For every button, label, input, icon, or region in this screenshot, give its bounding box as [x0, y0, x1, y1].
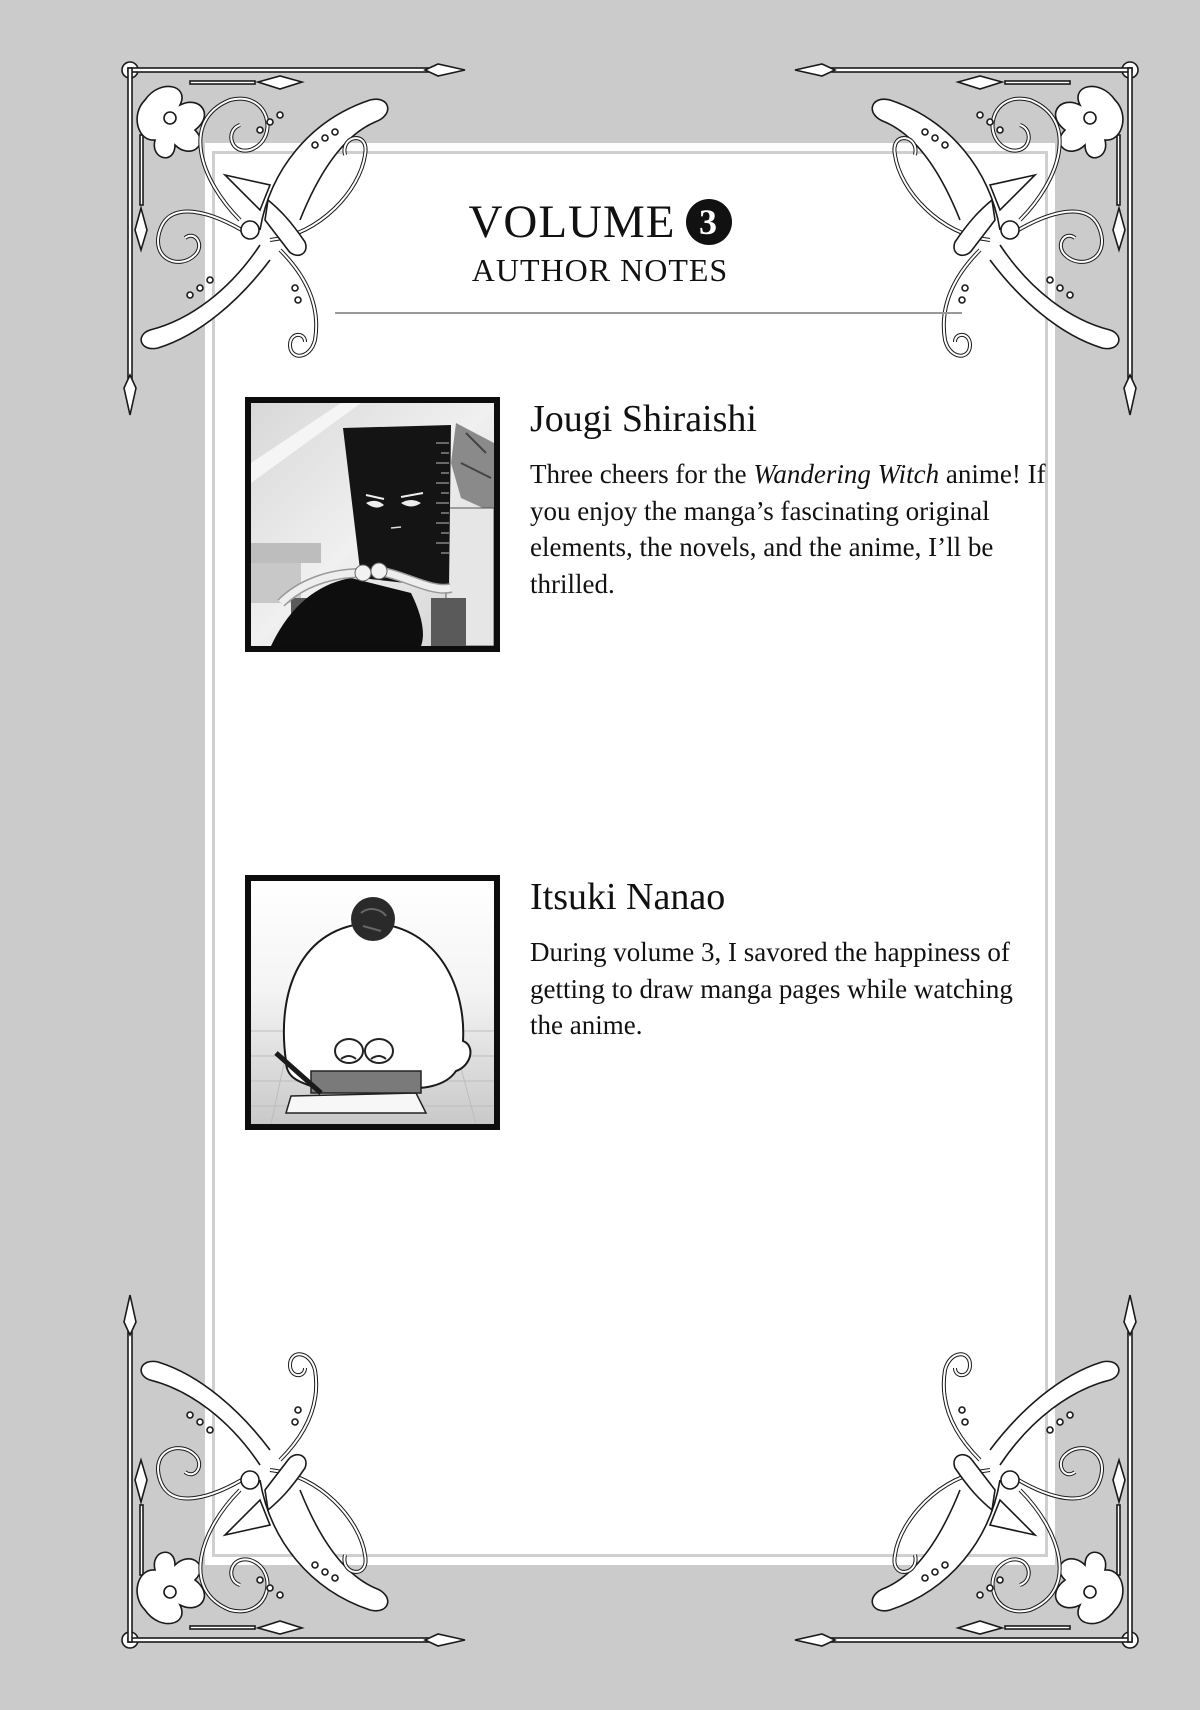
volume-title-word: VOLUME [468, 196, 676, 248]
author-name: Itsuki Nanao [530, 876, 726, 918]
author-text-block [530, 875, 1050, 1044]
author-portrait-image [245, 397, 500, 652]
title-divider [335, 312, 962, 314]
volume-title [468, 196, 731, 248]
corner-ornament-bottom-right-icon [780, 1280, 1140, 1650]
author-note [530, 456, 1050, 602]
series-title-italic: Wandering Witch [753, 459, 940, 489]
author-name: Jougi Shiraishi [530, 398, 757, 440]
author-note [530, 934, 1050, 1044]
page-subtitle: AUTHOR NOTES [471, 252, 729, 288]
volume-number-badge: 3 [686, 199, 732, 245]
author-portrait-image [245, 875, 500, 1130]
corner-ornament-bottom-left-icon [120, 1280, 480, 1650]
author-note-text: During volume 3, I savored the happiness of getting to draw manga pages while watching the anime. [530, 937, 1013, 1041]
ruler-character-portrait-icon [251, 403, 494, 646]
author-text-block [530, 397, 1050, 602]
author-note-text: Three cheers for the [530, 459, 754, 489]
blob-character-portrait-icon [251, 881, 494, 1124]
page-heading [0, 196, 1200, 290]
author-note-text: anime! If you enjoy the manga’s fascinating original elements, the novels, and the anime, I’ll be thrilled. [530, 459, 1046, 599]
